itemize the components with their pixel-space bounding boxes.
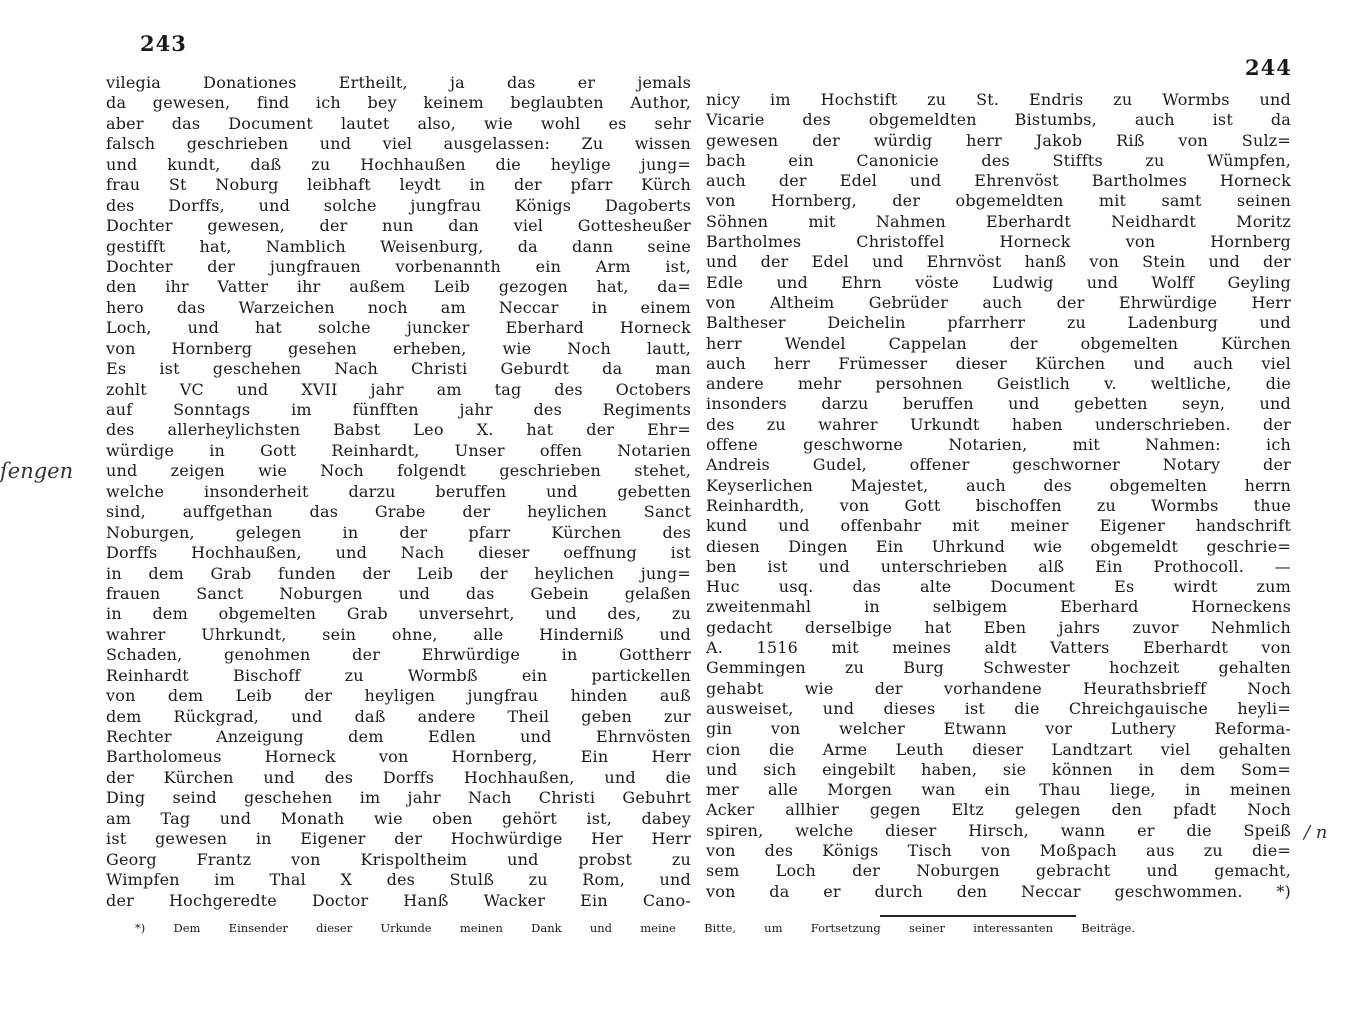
left-page-text-column — [106, 73, 691, 911]
text-line: der Kürchen und des Dorffs Hochhaußen, und die — [106, 767, 691, 787]
page-number-left: 243 — [140, 31, 187, 56]
text-line: auch der Edel und Ehrenvöst Bartholmes Horneck — [706, 171, 1291, 191]
text-line: Andreis Gudel, offener geschworner Notary der — [706, 455, 1291, 475]
text-line: falsch geschrieben und viel ausgelassen: Zu wissen — [106, 134, 691, 154]
text-line: diesen Dingen Ein Uhrkund wie obgemeldt geschrie= — [706, 536, 1291, 556]
text-line: welche insonderheit darzu beruffen und gebetten — [106, 481, 691, 501]
text-line: gewesen der würdig herr Jakob Riß von Sulz= — [706, 130, 1291, 150]
text-line: in dem Grab funden der Leib der heylichen jung= — [106, 563, 691, 583]
text-line: dem Rückgrad, und daß andere Theil geben zur — [106, 706, 691, 726]
text-line: und kundt, daß zu Hochhaußen die heylige jung= — [106, 154, 691, 174]
handwritten-margin-note-right: / n — [1304, 822, 1328, 843]
text-line: A. 1516 mit meines aldt Vatters Eberhardt von — [706, 638, 1291, 658]
text-line: Reinhardt Bischoff zu Wormbß ein partickellen — [106, 665, 691, 685]
text-line: frauen Sanct Noburgen und das Gebein gelaßen — [106, 583, 691, 603]
text-line: würdige in Gott Reinhardt, Unser offen Notarien — [106, 440, 691, 460]
text-line: andere mehr persohnen Geistlich v. weltliche, die — [706, 374, 1291, 394]
text-line: Loch, und hat solche juncker Eberhard Horneck — [106, 318, 691, 338]
handwritten-margin-note-left: ſengen — [0, 459, 74, 483]
text-line: Bartholmes Christoffel Horneck von Hornberg — [706, 232, 1291, 252]
text-line: den ihr Vatter ihr außem Leib gezogen hat, da= — [106, 277, 691, 297]
text-line: insonders darzu beruffen und gebetten seyn, und — [706, 394, 1291, 414]
text-line: Schaden, genohmen der Ehrwürdige in Gottherr — [106, 645, 691, 665]
text-line: Edle und Ehrn vöste Ludwig und Wolff Geyling — [706, 272, 1291, 292]
text-line: gin von welcher Etwann vor Luthery Reforma- — [706, 719, 1291, 739]
text-line: Söhnen mit Nahmen Eberhardt Neidhardt Moritz — [706, 211, 1291, 231]
text-line: Reinhardth, von Gott bischoffen zu Wormbs thue — [706, 495, 1291, 515]
text-line: des zu wahrer Urkundt haben underschrieben. der — [706, 414, 1291, 434]
text-line: gedacht derselbige hat Eben jahrs zuvor Nehmlich — [706, 617, 1291, 637]
right-page-text-column — [706, 90, 1291, 902]
text-line: Gemmingen zu Burg Schwester hochzeit gehalten — [706, 658, 1291, 678]
text-line: am Tag und Monath wie oben gehört ist, dabey — [106, 808, 691, 828]
text-line: herr Wendel Cappelan der obgemelten Kürchen — [706, 333, 1291, 353]
text-line: gehabt wie der vorhandene Heurathsbrieff Noch — [706, 678, 1291, 698]
text-line: sind, auffgethan das Grabe der heylichen Sanct — [106, 502, 691, 522]
text-line: Bartholomeus Horneck von Hornberg, Ein Herr — [106, 747, 691, 767]
text-line: Keyserlichen Majestet, auch des obgemelten herrn — [706, 475, 1291, 495]
text-line: offene geschworne Notarien, mit Nahmen: ich — [706, 435, 1291, 455]
text-line: ist gewesen in Eigener der Hochwürdige Her Herr — [106, 829, 691, 849]
text-line: kund und offenbahr mit meiner Eigener handschrift — [706, 516, 1291, 536]
text-line: in dem obgemelten Grab unversehrt, und des, zu — [106, 604, 691, 624]
text-line: Rechter Anzeigung dem Edlen und Ehrnvösten — [106, 727, 691, 746]
text-line: Huc usq. das alte Document Es wirdt zum — [706, 577, 1291, 597]
text-line: Noburgen, gelegen in der pfarr Kürchen des — [106, 522, 691, 542]
text-line: Acker allhier gegen Eltz gelegen den pfadt Noch — [706, 800, 1291, 820]
text-line: Wimpfen im Thal X des Stulß zu Rom, und — [106, 870, 691, 890]
text-line: des allerheylichsten Babst Leo X. hat der Ehr= — [106, 420, 691, 440]
text-line: ben ist und unterschrieben alß Ein Prothocoll. — — [706, 556, 1291, 576]
text-line: cion die Arme Leuth dieser Landtzart viel gehalten — [706, 739, 1291, 759]
text-line: bach ein Canonicie des Stiffts zu Wümpfen, — [706, 150, 1291, 170]
text-line: wahrer Uhrkundt, sein ohne, alle Hinderniß und — [106, 624, 691, 644]
text-line: Dorffs Hochhaußen, und Nach dieser oeffnung ist — [106, 543, 691, 563]
text-line: und zeigen wie Noch folgendt geschrieben stehet, — [106, 461, 691, 481]
text-line: ausweiset, und dieses ist die Chreichgauische heyli= — [706, 698, 1291, 718]
text-line: Dochter gewesen, der nun dan viel Gotteshеußer — [106, 216, 691, 236]
text-line: frau St Noburg leibhaft leydt in der pfarr Kürch — [106, 175, 691, 195]
text-line: spiren, welche dieser Hirsch, wann er die Speiß — [706, 820, 1291, 840]
text-line: auch herr Frümesser dieser Kürchen und auch viel — [706, 353, 1291, 373]
text-line: Baltheser Deichelin pfarrherr zu Ladenburg und — [706, 313, 1291, 333]
text-line: Georg Frantz von Krispoltheim und probst zu — [106, 849, 691, 869]
text-line: zweitenmahl in selbigem Eberhard Horneckens — [706, 597, 1291, 617]
footnote-separator-rule — [880, 915, 1076, 917]
text-line: von des Königs Tisch von Moßpach aus zu die= — [706, 840, 1291, 860]
text-line: von Hornberg gesehen erheben, wie Noch lautt, — [106, 338, 691, 358]
text-line: von Altheim Gebrüder auch der Ehrwürdige Herr — [706, 292, 1291, 312]
text-line: gestifft hat, Namblich Weisenburg, da dann seine — [106, 236, 691, 256]
page-number-right: 244 — [1245, 55, 1292, 80]
text-line: auf Sonntags im fünfften jahr des Regiments — [106, 400, 691, 419]
text-line: von Hornberg, der obgemeldten mit samt seinen — [706, 191, 1291, 211]
text-line: hero das Warzeichen noch am Neccar in einem — [106, 297, 691, 317]
text-line: Dochter der jungfrauen vorbenannth ein Arm ist, — [106, 256, 691, 276]
text-line: von da er durch den Neccar geschwommen. *) — [706, 881, 1291, 901]
footnote: *) Dem Einsender dieser Urkunde meinen Dank und meine Bitte, um Fortsetzung seiner interessanten Beiträge. — [135, 921, 1135, 935]
text-line: da gewesen, find ich bey keinem beglaubten Author, — [106, 93, 691, 113]
text-line: vilegia Donationes Ertheilt, ja das er jemals — [106, 73, 691, 92]
text-line: nicy im Hochstift zu St. Endris zu Wormbs und — [706, 90, 1291, 109]
text-line: Ding seind geschehen im jahr Nach Christi Gebuhrt — [106, 788, 691, 808]
text-line: Es ist geschehen Nach Christi Geburdt da man — [106, 359, 691, 379]
text-line: sem Loch der Noburgen gebracht und gemacht, — [706, 861, 1291, 881]
text-line: zohlt VC und XVII jahr am tag des Octobers — [106, 379, 691, 399]
text-line: aber das Document lautet also, wie wohl es sehr — [106, 113, 691, 133]
text-line: mer alle Morgen wan ein Thau liege, in meinen — [706, 780, 1291, 800]
text-line: und sich eingebilt haben, sie können in dem Som= — [706, 759, 1291, 779]
text-line: und der Edel und Ehrnvöst hanß von Stein und der — [706, 252, 1291, 272]
text-line: Vicarie des obgemeldten Bistumbs, auch ist da — [706, 110, 1291, 130]
text-line: des Dorffs, und solche jungfrau Königs Dagoberts — [106, 195, 691, 215]
text-line: von dem Leib der heyligen jungfrau hinden auß — [106, 686, 691, 706]
text-line: der Hochgeredte Doctor Hanß Wacker Ein Cano- — [106, 890, 691, 910]
